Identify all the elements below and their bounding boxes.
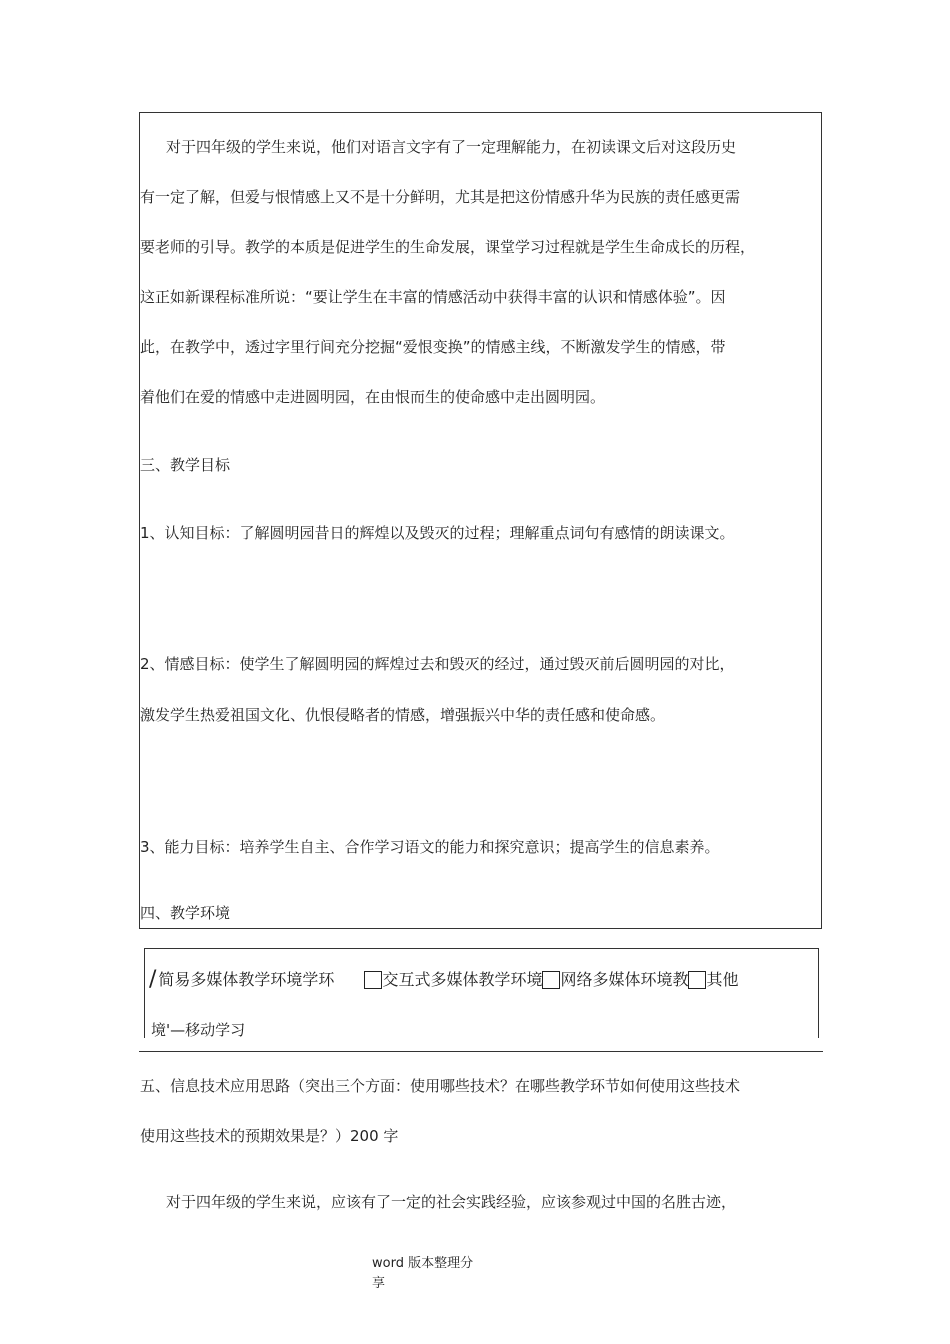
- section-heading-it: 五、信息技术应用思路（突出三个方面：使用哪些技术？在哪些教学环节如何使用这些技术: [140, 1077, 741, 1095]
- paragraph-line: 这正如新课程标准所说：“要让学生在丰富的情感活动中获得丰富的认识和情感体验”。因: [140, 288, 726, 306]
- goal-ability: 3、能力目标：培养学生自主、合作学习语文的能力和探究意识；提高学生的信息素养。: [140, 838, 720, 856]
- footer-note: [372, 1254, 492, 1294]
- footer-line: 享: [372, 1276, 386, 1291]
- goal-cognitive: 1、认知目标：了解圆明园昔日的辉煌以及毁灭的过程；理解重点词句有感情的朗读课文。: [140, 524, 735, 542]
- goal-emotional-line: 激发学生热爱祖国文化、仇恨侵略者的情感，增强振兴中华的责任感和使命感。: [140, 706, 666, 724]
- option-network-multimedia: 网络多媒体环境教: [560, 970, 689, 989]
- checkbox-interactive[interactable]: [364, 971, 382, 989]
- paragraph-line: 要老师的引导。教学的本质是促进学生的生命发展，课堂学习过程就是学生生命成长的历程，: [140, 238, 756, 256]
- section-heading-it-line2: 使用这些技术的预期效果是？）200 字: [140, 1127, 399, 1145]
- environment-options-row: [149, 969, 738, 991]
- goal-emotional-line: 2、情感目标：使学生了解圆明园的辉煌过去和毁灭的经过，通过毁灭前后圆明园的对比，: [140, 655, 735, 673]
- checked-mark: /: [149, 967, 157, 992]
- divider: [139, 1051, 823, 1052]
- environment-options-box: [144, 948, 819, 1038]
- section-heading-goals: 三、教学目标: [140, 456, 231, 474]
- main-table-frame: [139, 112, 822, 929]
- paragraph-line: 此，在教学中，透过字里行间充分挖掘“爱恨变换”的情感主线，不断激发学生的情感，带: [140, 338, 726, 356]
- footer-line: word 版本整理分: [372, 1256, 474, 1271]
- option-interactive-multimedia: 交互式多媒体教学环境: [382, 970, 543, 989]
- environment-options-row2: 境'—移动学习: [151, 1021, 246, 1038]
- paragraph-line: 有一定了解，但爱与恨情感上又不是十分鲜明，尤其是把这份情感升华为民族的责任感更需: [140, 188, 741, 206]
- option-simple-multimedia: 简易多媒体教学环境学环: [158, 970, 335, 989]
- checkbox-network[interactable]: [542, 971, 560, 989]
- section-heading-environment: 四、教学环境: [140, 904, 231, 922]
- option-other: 其他: [706, 970, 739, 989]
- checkbox-other[interactable]: [688, 971, 706, 989]
- paragraph-line: 着他们在爱的情感中走进圆明园，在由恨而生的使命感中走出圆明园。: [140, 388, 606, 406]
- it-body-paragraph: 对于四年级的学生来说，应该有了一定的社会实践经验，应该参观过中国的名胜古迹，: [166, 1193, 737, 1211]
- paragraph-line: 对于四年级的学生来说，他们对语言文字有了一定理解能力，在初读课文后对这段历史: [166, 138, 737, 156]
